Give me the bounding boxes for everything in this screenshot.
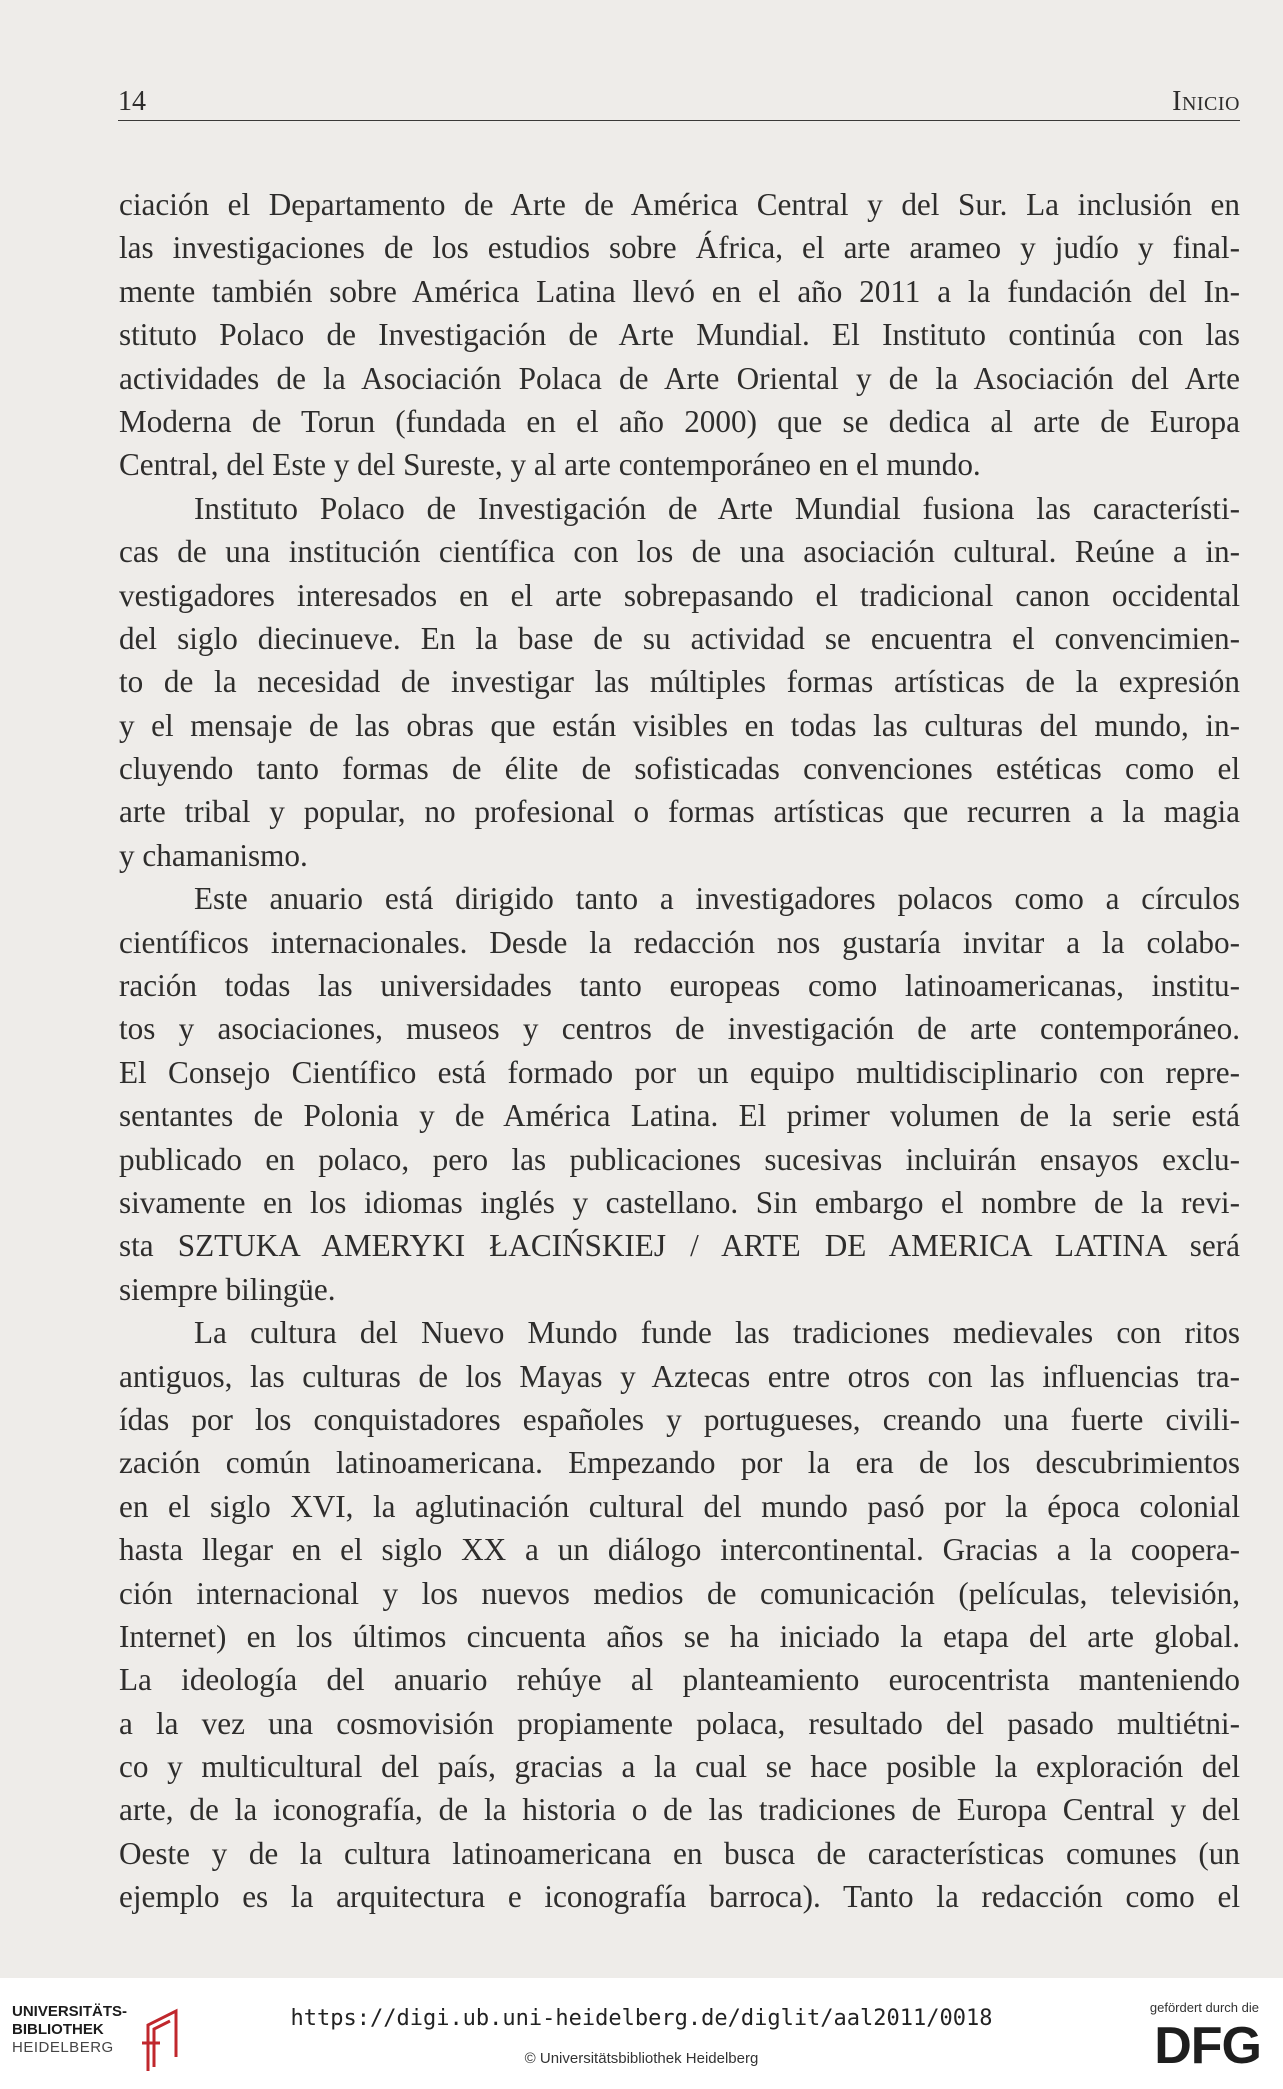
text-line: cas de una institución científica con los de una asociación cultural. Reúne a in- (119, 534, 1240, 570)
dfg-funding-block[interactable] (1121, 1998, 1261, 2078)
text-line: Moderna de Torun (fundada en el año 2000) que se dedica al arte de Europa (119, 403, 1240, 439)
text-line: las investigaciones de los estudios sobre África, el arte arameo y judío y final- (119, 230, 1240, 266)
text-line: ración todas las universidades tanto europeas como latinoamericanas, institu- (119, 968, 1240, 1004)
text-line: La cultura del Nuevo Mundo funde las tradiciones medievales con ritos (194, 1315, 1240, 1351)
text-line: ción internacional y los nuevos medios de comunicación (películas, televisión, (119, 1575, 1240, 1611)
text-line: científicos internacionales. Desde la redacción nos gustaría invitar a la colabo- (119, 924, 1240, 960)
text-line: tos y asociaciones, museos y centros de investigación de arte contemporáneo. (119, 1011, 1240, 1047)
copyright-notice: © Universitätsbibliothek Heidelberg (524, 2050, 759, 2067)
text-line: cluyendo tanto formas de élite de sofisticadas convenciones estéticas como el (119, 751, 1240, 787)
text-line: ídas por los conquistadores españoles y portugueses, creando una fuerte civili- (119, 1401, 1240, 1437)
library-name-line1: UNIVERSITÄTS- (12, 2003, 128, 2020)
text-line: El Consejo Científico está formado por un equipo multidisciplinario con repre- (119, 1054, 1240, 1090)
text-line: to de la necesidad de investigar las múltiples formas artísticas de la expresión (119, 664, 1240, 700)
body-text (119, 183, 1240, 1919)
text-line: sivamente en los idiomas inglés y castellano. Sin embargo el nombre de la revi- (119, 1184, 1240, 1220)
running-head: Inicio (1172, 86, 1240, 117)
text-line: hasta llegar en el siglo XX a un diálogo intercontinental. Gracias a la coopera- (119, 1532, 1240, 1568)
page-header (118, 80, 1240, 121)
dfg-logo: DFG (1154, 2017, 1261, 2075)
text-line: siempre bilingüe. (119, 1271, 336, 1307)
library-name-line2: BIBLIOTHEK (12, 2021, 104, 2038)
text-line: ciación el Departamento de Arte de América Central y del Sur. La inclusión en (119, 187, 1240, 222)
text-line: vestigadores interesados en el arte sobrepasando el tradicional canon occidental (119, 577, 1240, 613)
digitization-footer (0, 1978, 1283, 2089)
text-line: del siglo diecinueve. En la base de su actividad se encuentra el convencimien- (119, 620, 1240, 656)
text-line: y el mensaje de las obras que están visibles en todas las culturas del mundo, in- (119, 707, 1240, 743)
text-line: arte, de la iconografía, de la historia o de las tradiciones de Europa Central y del (119, 1792, 1240, 1828)
text-line: en el siglo XVI, la aglutinación cultural del mundo pasó por la época colonial (119, 1488, 1240, 1524)
text-line: sentantes de Polonia y de América Latina. El primer volumen de la serie está (119, 1098, 1240, 1134)
text-line: sta SZTUKA AMERYKI ŁACIŃSKIEJ / ARTE DE AMERICA LATINA será (119, 1228, 1240, 1264)
text-line: stituto Polaco de Investigación de Arte Mundial. El Instituto continúa con las (119, 317, 1240, 353)
text-line: antiguos, las culturas de los Mayas y Aztecas entre otros con las influencias tra- (119, 1358, 1240, 1394)
text-line: La ideología del anuario rehúye al planteamiento eurocentrista manteniendo (119, 1662, 1240, 1698)
funding-caption: gefördert durch die (1149, 2000, 1259, 2015)
text-line: Este anuario está dirigido tanto a investigadores polacos como a círculos (194, 881, 1240, 917)
text-line: co y multicultural del país, gracias a la cual se hace posible la exploración del (119, 1749, 1240, 1785)
text-line: Oeste y de la cultura latinoamericana en busca de características comunes (un (119, 1835, 1240, 1871)
text-line: Central, del Este y del Sureste, y al arte contemporáneo en el mundo. (119, 447, 981, 483)
text-line: a la vez una cosmovisión propiamente polaca, resultado del pasado multiétni- (119, 1705, 1240, 1741)
permalink-url[interactable]: https://digi.ub.uni-heidelberg.de/diglit/aal2011/0018 (290, 2006, 993, 2031)
text-line: Instituto Polaco de Investigación de Arte Mundial fusiona las característi- (194, 490, 1240, 526)
text-line: Internet) en los últimos cincuenta años se ha iniciado la etapa del arte global. (119, 1618, 1240, 1654)
text-line: arte tribal y popular, no profesional o formas artísticas que recurren a la magia (119, 794, 1240, 830)
library-name-line3: HEIDELBERG (12, 2039, 114, 2056)
text-line: mente también sobre América Latina llevó en el año 2011 a la fundación del In- (119, 273, 1240, 309)
text-line: zación común latinoamericana. Empezando por la era de los descubrimientos (119, 1445, 1240, 1481)
text-line: publicado en polaco, pero las publicaciones sucesivas incluirán ensayos exclu- (119, 1141, 1240, 1177)
text-line: y chamanismo. (119, 837, 308, 873)
text-line: actividades de la Asociación Polaca de Arte Oriental y de la Asociación del Arte (119, 360, 1240, 396)
page-number: 14 (118, 86, 146, 117)
text-line: ejemplo es la arquitectura e iconografía barroca). Tanto la redacción como el (119, 1879, 1240, 1915)
